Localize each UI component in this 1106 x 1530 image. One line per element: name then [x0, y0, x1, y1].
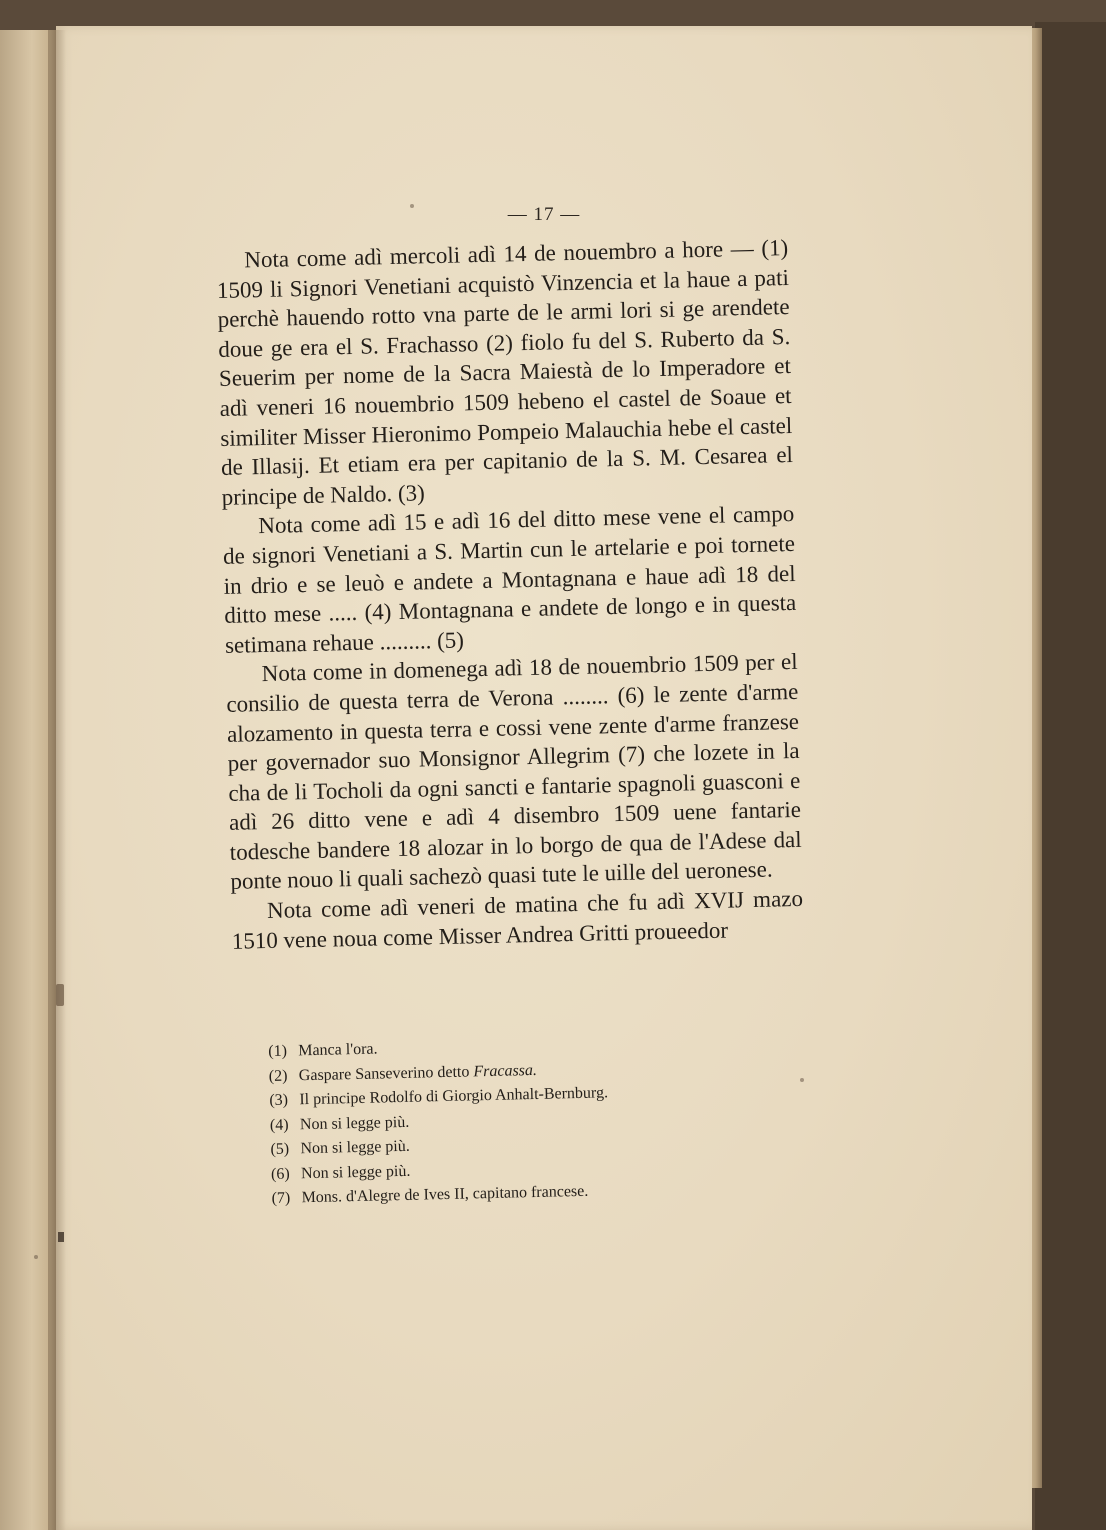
- paragraph: Nota come adì mercoli adì 14 de nouembro a hore — (1) 1509 li Signori Venetiani acquistò Vinzencia et la haue a pati perchè hauendo rotto vna parte de le armi lori si ge arendete doue ge era el S. Frachasso (2) fiolo fu del S. Ruberto da S. Seuerim per nome de la Sacra Maiestà de lo Imperadore et adì veneri 16 nouembrio 1509 hebeno el castel de Soaue et similiter Misser Hieronimo Pompeio Malauchia hebe el castel de Illasij. Et etiam era per capitanio de la S. M. Cesarea el principe de Naldo. (3): [216, 235, 794, 510]
- book-page: [56, 26, 1032, 1530]
- binding-mark: [58, 1232, 64, 1242]
- paragraph: Nota come adì 15 e adì 16 del ditto mese vene el campo de signori Venetiani a S. Martin cun le artelarie e poi tornete in drio e se leuò e andete a Montagnana e haue adì 18 del ditto mese ..... (4) Montagnana e andete de longo e in questa setimana rehaue ......... (5): [222, 501, 797, 658]
- paper-speck: [410, 204, 414, 208]
- footnote-text: Non si legge più.: [300, 1162, 411, 1182]
- footnote-text: Il principe Rodolfo di Giorgio Anhalt-Bernburg.: [299, 1084, 609, 1109]
- footnote-number: (6): [270, 1165, 290, 1183]
- paper-speck: [800, 1078, 804, 1082]
- footnote-number: (2): [268, 1067, 288, 1085]
- footnote-number: (4): [269, 1116, 289, 1134]
- paper-speck: [34, 1255, 38, 1259]
- page-number: — 17 —: [507, 204, 581, 225]
- main-text: [216, 233, 804, 956]
- footnote-text: Non si legge più.: [299, 1113, 410, 1133]
- footnote-text: Manca l'ora.: [298, 1040, 378, 1060]
- paragraph: Nota come adì veneri de matina che fu adì XVIJ mazo 1510 vene noua come Misser Andrea Gritti proueedor: [231, 885, 804, 954]
- footnotes: [268, 1028, 792, 1211]
- footnote-number: (1): [268, 1042, 288, 1060]
- footnote-number: (5): [270, 1140, 290, 1158]
- footnote-number: (3): [269, 1091, 289, 1109]
- footnote-number: (7): [271, 1189, 291, 1207]
- footnote-text: Mons. d'Alegre de Ives II, capitano francese.: [301, 1182, 589, 1207]
- footnote-italic: Fracassa.: [473, 1061, 538, 1080]
- spine-shadow: [48, 30, 66, 1530]
- footnote-text: Gaspare Sanseverino detto: [298, 1062, 470, 1084]
- binding-mark: [56, 984, 64, 1006]
- background-right: [1035, 22, 1106, 1530]
- footnote-text: Non si legge più.: [300, 1137, 410, 1158]
- paragraph: Nota come in domenega adì 18 de nouembrio 1509 per el consilio de questa terra de Verona ........ (6) le zente d'arme alozamento in questa terra e cossi vene zente d'arme franzese per governador suo Monsignor Allegrim (7) che lozete in la cha de li Tocholi da ogni sancti e fantarie spagnoli guasconi e adì 26 ditto vene e adì 4 disembro 1509 uene fantarie todesche bandere 18 alozar in lo borgo de qua de l'Adese dal ponte nouo li quali sachezò quasi tute le uille del ueronese.: [226, 649, 802, 895]
